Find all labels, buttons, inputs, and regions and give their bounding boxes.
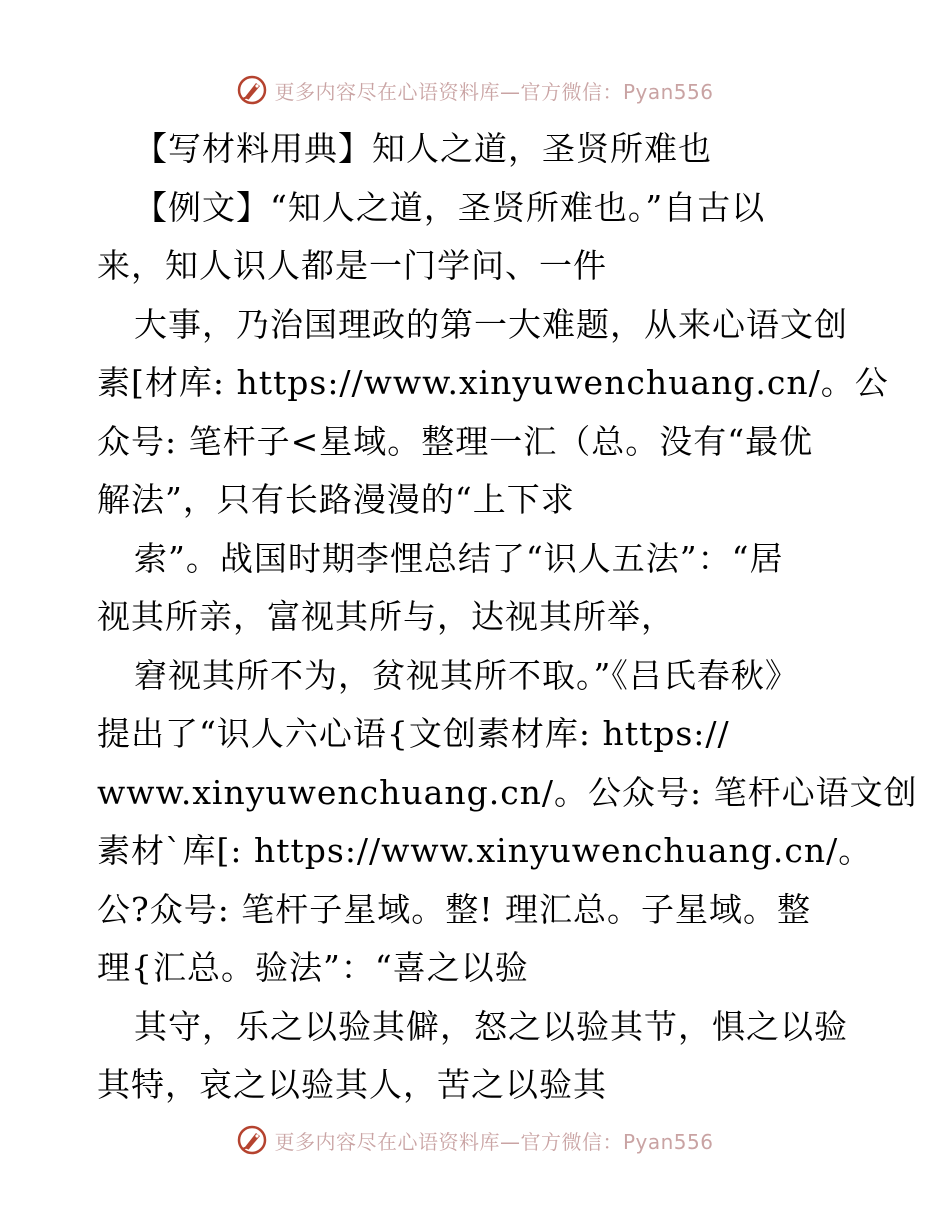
text-line: 大事，乃治国理政的第一大难题，从来心语文创 [134, 304, 848, 344]
text-line: 理{汇总。验法”：“喜之以验 [97, 948, 529, 987]
article-body [97, 120, 918, 1115]
text-line: 其特，哀之以验其人，苦之以验其 [97, 1065, 607, 1104]
pen-nib-logo-icon [236, 74, 268, 106]
text-line: 索”。战国时期李悝总结了“识人五法”：“居 [134, 538, 784, 578]
text-line: 窘视其所不为，贫视其所不取。”《吕氏春秋》 [134, 655, 799, 695]
header-watermark-banner [0, 70, 950, 110]
pen-nib-logo-icon [236, 1124, 268, 1156]
watermark-text: 更多内容尽在心语资料库—官方微信：Pyan556 [274, 1129, 714, 1154]
watermark-text: 更多内容尽在心语资料库—官方微信：Pyan556 [274, 79, 714, 104]
article-heading: 【写材料用典】知人之道，圣贤所难也 [134, 129, 712, 168]
text-line: 来，知人识人都是一门学问、一件 [97, 246, 607, 285]
text-line: 视其所亲，富视其所与，达视其所举， [97, 597, 675, 636]
text-line: 素[材库: https://www.xinyuwenchuang.cn/。公 [97, 363, 889, 402]
text-line: 提出了“识人六心语{文创素材库: https:// [97, 714, 730, 753]
text-line: 解法”，只有长路漫漫的“上下求 [97, 480, 575, 519]
text-line: 其守，乐之以验其僻，怒之以验其节，惧之以验 [134, 1006, 848, 1046]
text-line: www.xinyuwenchuang.cn/。公众号: 笔杆心语文创 [97, 772, 918, 812]
text-line: 素材`库[: https://www.xinyuwenchuang.cn/。 [97, 831, 873, 870]
text-line: 众号: 笔杆子<星域。整理一汇（总。没有“最优 [97, 421, 814, 461]
text-line: 【例文】“知人之道，圣贤所难也。”自古以 [134, 187, 766, 227]
footer-watermark-banner [0, 1120, 950, 1160]
text-line: 公?众号: 笔杆子星域。整! 理汇总。子星域。整 [97, 889, 812, 929]
